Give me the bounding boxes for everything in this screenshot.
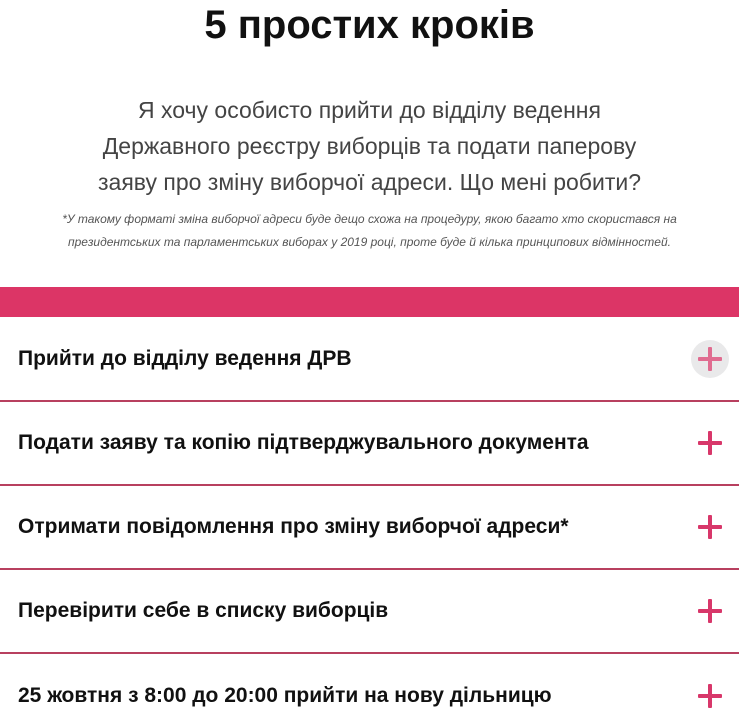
page-title: 5 простих кроків [204, 3, 535, 47]
plus-icon [698, 515, 722, 539]
accordion-item-step-4[interactable] [0, 570, 739, 654]
step-label: Отримати повідомлення про зміну виборчої адреси* [18, 515, 569, 538]
step-label: 25 жовтня з 8:00 до 20:00 прийти на нову дільницю [18, 684, 552, 707]
accordion-item-step-3[interactable] [0, 486, 739, 570]
plus-icon [698, 684, 722, 708]
expand-button[interactable] [691, 424, 729, 462]
accent-divider [0, 287, 739, 317]
intro-section [0, 0, 739, 287]
accordion-item-step-5[interactable] [0, 654, 739, 728]
footnote [0, 208, 739, 254]
accordion-item-step-1[interactable] [0, 317, 739, 402]
step-label: Перевірити себе в списку виборців [18, 599, 389, 622]
plus-icon [698, 347, 722, 371]
steps-accordion [0, 317, 739, 728]
step-label: Подати заяву та копію підтверджувального документа [18, 431, 589, 454]
expand-button[interactable] [691, 508, 729, 546]
intro-question [0, 92, 739, 200]
footnote-line: *У такому форматі зміна виборчої адреси буде дещо схожа на процедуру, якою багато хто скористався на [62, 212, 677, 226]
accordion-item-step-2[interactable] [0, 402, 739, 486]
intro-question-line: Державного реєстру виборців та подати паперову [102, 133, 637, 159]
plus-icon [698, 599, 722, 623]
expand-button[interactable] [691, 677, 729, 715]
step-label: Прийти до відділу ведення ДРВ [18, 346, 352, 370]
intro-question-line: заяву про зміну виборчої адреси. Що мені робити? [97, 169, 641, 195]
expand-button[interactable] [691, 592, 729, 630]
expand-button[interactable] [691, 340, 729, 378]
intro-question-line: Я хочу особисто прийти до відділу ведення [138, 97, 601, 123]
footnote-line: президентських та парламентських виборах у 2019 році, проте буде й кілька принципових відмінностей. [68, 235, 671, 249]
plus-icon [698, 431, 722, 455]
